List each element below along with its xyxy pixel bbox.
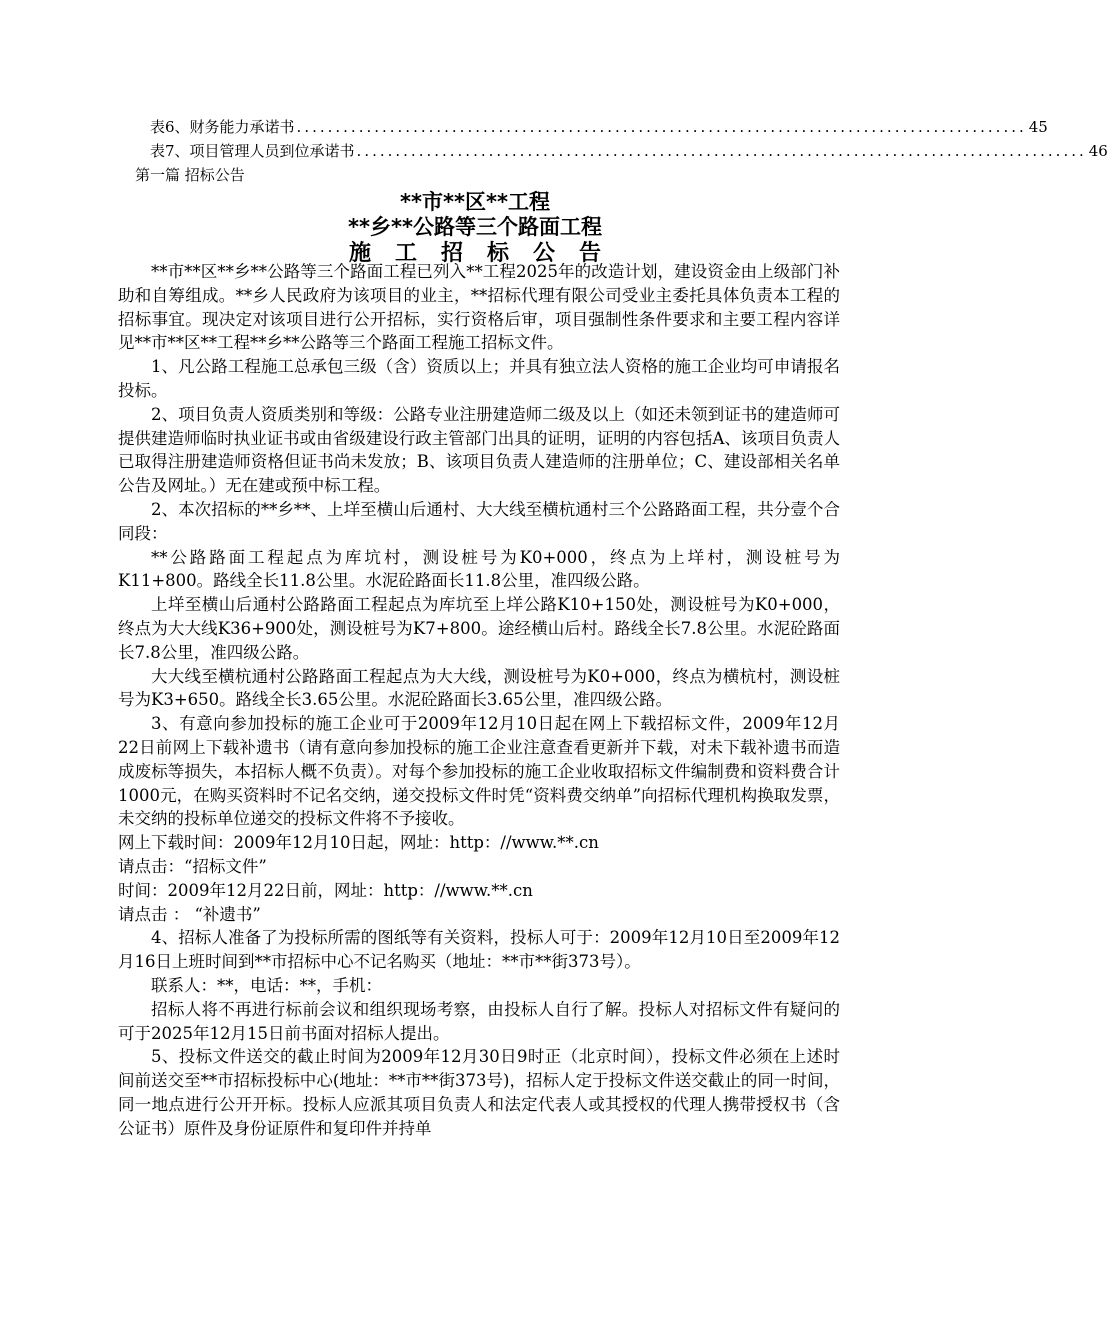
title-line-1: **市**区**工程: [400, 190, 550, 214]
body-paragraph: 大大线至横杭通村公路路面工程起点为大大线，测设桩号为K0+000，终点为横杭村，测设桩号为K3+650。路线全长3.65公里。水泥砼路面长3.65公里，准四级公路。: [118, 666, 840, 710]
body-paragraph: **市**区**乡**公路等三个路面工程已列入**工程2025年的改造计划，建设资金由上级部门补助和自筹组成。**乡人民政府为该项目的业主，**招标代理有限公司受业主委托具体负责本工程的招标事宜。现决定对该项目进行公开招标，实行资格后审，项目强制性条件要求和主要工程内容详见**市**区**工程**乡**公路等三个路面工程施工招标文件。: [118, 262, 840, 353]
body-paragraph: **公路路面工程起点为库坑村，测设桩号为K0+000，终点为上垟村，测设桩号为K11+800。路线全长11.8公里。水泥砼路面长11.8公里，准四级公路。: [118, 547, 840, 591]
body-paragraph: 招标人将不再进行标前会议和组织现场考察，由投标人自行了解。投标人对招标文件有疑问的可于2025年12月15日前书面对招标人提出。: [118, 999, 840, 1043]
body-paragraph: 3、有意向参加投标的施工企业可于2009年12月10日起在网上下载招标文件，2009年12月22日前网上下载补遗书（请有意向参加投标的施工企业注意查看更新并下载，对未下载补遗书而造成废标等损失，本招标人概不负责）。对每个参加投标的施工企业收取招标文件编制费和资料费合计1000元，在购买资料时不记名交纳，递交投标文件时凭“资料费交纳单”向招标代理机构换取发票，未交纳的投标单位递交的投标文件将不予接收。: [118, 714, 840, 829]
body-paragraph: 联系人：**，电话：**，手机：: [151, 975, 382, 995]
toc-entry-page: 45: [1028, 118, 1048, 136]
announcement-body: [118, 260, 840, 1140]
body-paragraph: 2、项目负责人资质类别和等级：公路专业注册建造师二级及以上（如还未领到证书的建造师可提供建造师临时执业证书或由省级建设行政主管部门出具的证明，证明的内容包括A、该项目负责人已取得注册建造师资格但证书尚未发放；B、该项目负责人建造师的注册单位；C、建设部相关名单公告及网址。）无在建或预中标工程。: [118, 404, 840, 496]
part-heading: 第一篇 招标公告: [135, 166, 245, 184]
title-line-3: 施工招标公告: [348, 241, 625, 266]
body-paragraph: 请点击 ： “补遗书”: [118, 904, 261, 924]
toc-leader-dots: ..............................................................................................: [356, 142, 1087, 160]
toc-entry[interactable]: [150, 140, 1108, 161]
body-paragraph: 2、本次招标的**乡**、上垟至横山后通村、大大线至横杭通村三个公路路面工程，共分壹个合同段：: [118, 499, 840, 543]
toc-entry-page: 46: [1088, 142, 1108, 160]
title-line-2: **乡**公路等三个路面工程: [348, 215, 602, 239]
body-paragraph: 1、凡公路工程施工总承包三级（含）资质以上；并具有独立法人资格的施工企业均可申请报名投标。: [118, 357, 840, 400]
toc-leader-dots: ..............................................................................................: [296, 118, 1027, 136]
toc-entry-label: 表7、项目管理人员到位承诺书: [150, 142, 355, 160]
toc-entry-label: 表6、财务能力承诺书: [150, 118, 295, 136]
body-paragraph: 5、投标文件送交的截止时间为2009年12月30日9时正（北京时间），投标文件必须在上述时间前送交至**市招标投标中心(地址：**市**街373号)，招标人定于投标文件送交截止的同一时间，同一地点进行公开开标。投标人应派其项目负责人和法定代表人或其授权的代理人携带授权书（含公证书）原件及身份证原件和复印件并持单: [118, 1047, 840, 1138]
body-paragraph: 4、招标人准备了为投标所需的图纸等有关资料，投标人可于：2009年12月10日至2009年12月16日上班时间到**市招标中心不记名购买（地址：**市**街373号）。: [118, 928, 840, 972]
toc-entry[interactable]: [150, 116, 1048, 137]
body-paragraph: 上垟至横山后通村公路路面工程起点为库坑至上垟公路K10+150处，测设桩号为K0+000，终点为大大线K36+900处，测设桩号为K7+800。途经横山后村。路线全长7.8公里。水泥砼路面长7.8公里，准四级公路。: [118, 595, 840, 662]
body-paragraph: 请点击：“招标文件”: [118, 856, 267, 876]
body-paragraph: 时间：2009年12月22日前，网址：http：//www.**.cn: [118, 880, 533, 900]
body-paragraph: 网上下载时间：2009年12月10日起，网址：http：//www.**.cn: [118, 833, 599, 853]
